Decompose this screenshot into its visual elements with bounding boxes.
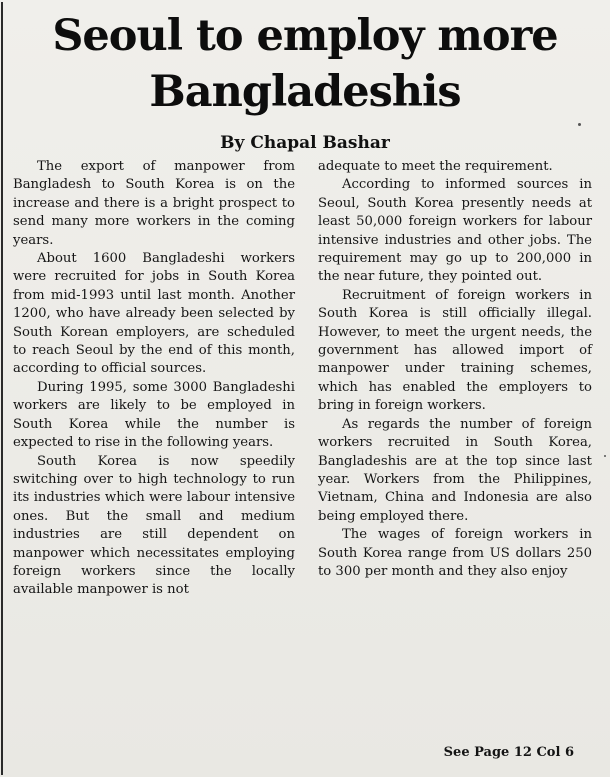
left-column <box>13 158 295 600</box>
paragraph: About 1600 Bangladeshi workers were recruited for jobs in South Korea from mid-1993 until last month. Another 1200, who have already been selected by South Korean employers, are scheduled to reach Seoul by the end of this month, according to official sources. <box>13 251 295 377</box>
print-speck <box>578 123 581 126</box>
print-speck <box>604 455 606 457</box>
paragraph: As regards the number of foreign workers recruited in South Korea, Bangladeshis are at the top since last year. Workers from the Philippines, Vietnam, China and Indonesia are also being employed there. <box>318 416 592 524</box>
column-rule <box>1 2 3 775</box>
byline: By Chapal Bashar <box>220 133 390 153</box>
paragraph: During 1995, some 3000 Bangladeshi workers are likely to be employed in South Korea while the number is expected to rise in the following years. <box>13 379 295 451</box>
paragraph-continuation: adequate to meet the requirement. <box>318 159 553 174</box>
paragraph: The wages of foreign workers in South Korea range from US dollars 250 to 300 per month and they also enjoy <box>318 527 592 579</box>
headline-line-2: Bangladeshis <box>149 67 461 117</box>
continued-note: See Page 12 Col 6 <box>443 745 574 760</box>
paragraph: The export of manpower from Bangladesh to South Korea is on the increase and there is a bright prospect to send many more workers in the coming years. <box>13 159 295 248</box>
right-column <box>318 158 592 581</box>
paragraph: According to informed sources in Seoul, South Korea presently needs at least 50,000 foreign workers for labour intensive industries and other jobs. The requirement may go up to 200,000 in the near future, they pointed out. <box>318 177 592 285</box>
paragraph: South Korea is now speedily switching over to high technology to run its industries which were labour intensive ones. But the small and medium industries are still dependent on manpower which necessitates employing foreign workers since the locally available manpower is not <box>13 453 295 598</box>
headline-line-1: Seoul to employ more <box>52 11 558 61</box>
paragraph: Recruitment of foreign workers in South Korea is still officially illegal. However, to meet the urgent needs, the government has allowed import of manpower under training schemes, which has enabled the employers to bring in foreign workers. <box>318 287 592 414</box>
